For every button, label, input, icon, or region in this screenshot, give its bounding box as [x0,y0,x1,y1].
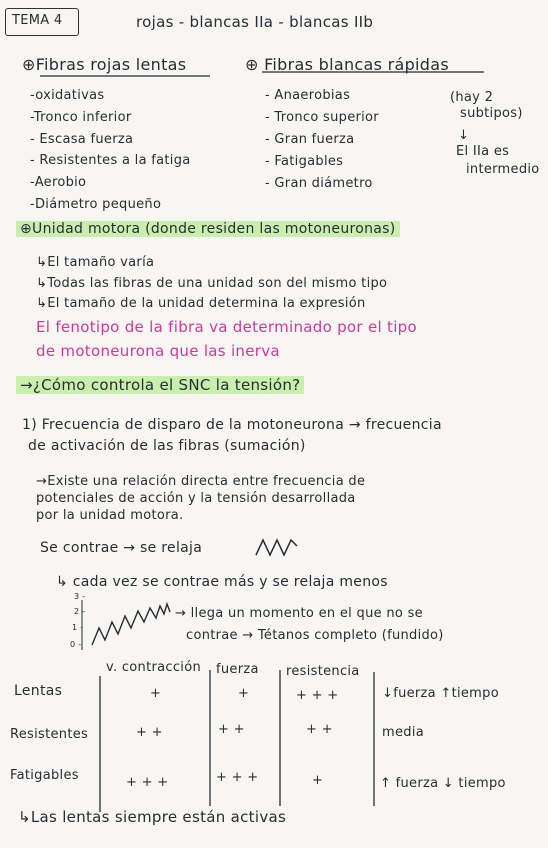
page-title: rojas - blancas IIa - blancas IIb [136,13,374,31]
axis-tick-label: 2 - [74,607,86,616]
row-note: ↓fuerza ↑tiempo [382,686,499,701]
blancas-heading: ⊕ Fibras blancas rápidas [245,55,449,74]
axis-tick-label: 1 - [72,623,84,632]
fenotipo-note: El fenotipo de la fibra va determinado por el tipo [36,318,417,336]
footer-note: ↳Las lentas siempre están activas [18,808,287,826]
tetanos-line: contrae → Tétanos completo (fundido) [186,628,444,643]
table-cell: + + [306,722,333,737]
unidad-heading-text: ⊕Unidad motora (donde residen las motoneuronas) [16,221,400,237]
fenotipo-note: de motoneurona que las inerva [36,342,280,360]
subtipos-note: (hay 2 [450,90,494,105]
table-header: fuerza [216,662,259,677]
frecuencia-line: de activación de las fibras (sumación) [28,438,306,454]
tetanos-line: → llega un momento en el que no se [175,606,423,621]
subtipos-note: intermedio [466,162,540,177]
blancas-item: - Anaerobias [265,88,351,103]
table-cell: + + + [216,770,259,785]
table-cell: + [150,686,162,701]
axis-tick-label: 0 - [70,640,82,649]
rojas-item: - Escasa fuerza [30,132,134,147]
summation-wave-icon [92,604,170,645]
row-label: Resistentes [10,727,89,742]
table-cell: + + [136,725,163,740]
axis-tick-label: 3 - [74,592,86,601]
relacion-line: potenciales de acción y la tensión desarrollada [36,491,356,506]
rojas-heading: ⊕Fibras rojas lentas [22,55,187,74]
snc-question-text: →¿Cómo controla el SNC la tensión? [16,376,304,394]
down-arrow-icon: ↓ [458,128,470,143]
unidad-point: ↳Todas las fibras de una unidad son del mismo tipo [36,276,388,291]
unidad-point: ↳El tamaño varía [36,255,155,270]
subtipos-note: subtipos) [460,106,523,121]
row-label: Lentas [14,683,63,699]
blancas-item: - Gran diámetro [265,176,373,191]
rojas-item: -Diámetro pequeño [30,197,162,212]
table-cell: + [312,773,324,788]
table-cell: + + + [296,688,339,703]
table-header: v. contracción [106,660,201,675]
row-note: media [382,725,424,740]
table-cell: + [238,686,250,701]
rojas-item: -Tronco inferior [30,110,132,125]
contrae-label: Se contrae → se relaja [40,540,203,556]
twitch-wave-icon [256,540,297,555]
rojas-item: -Aerobio [30,175,87,190]
table-cell: + + [218,722,245,737]
tema-label: TEMA 4 [12,13,63,28]
rojas-item: -oxidativas [30,88,105,103]
row-label: Fatigables [10,768,79,783]
subtipos-note: El IIa es [456,144,510,159]
blancas-item: - Gran fuerza [265,132,355,147]
table-cell: + + + [126,775,169,790]
table-header: resistencia [286,664,360,679]
rojas-item: - Resistentes a la fatiga [30,153,191,168]
cada-vez-line: ↳ cada vez se contrae más y se relaja menos [56,574,388,590]
blancas-item: - Tronco superior [265,110,379,125]
relacion-line: por la unidad motora. [36,508,184,523]
row-note: ↑ fuerza ↓ tiempo [380,776,506,791]
unidad-point: ↳El tamaño de la unidad determina la expresión [36,296,366,311]
frecuencia-line: 1) Frecuencia de disparo de la motoneurona → frecuencia [22,417,442,433]
relacion-line: →Existe una relación directa entre frecuencia de [36,474,366,489]
blancas-item: - Fatigables [265,154,344,169]
